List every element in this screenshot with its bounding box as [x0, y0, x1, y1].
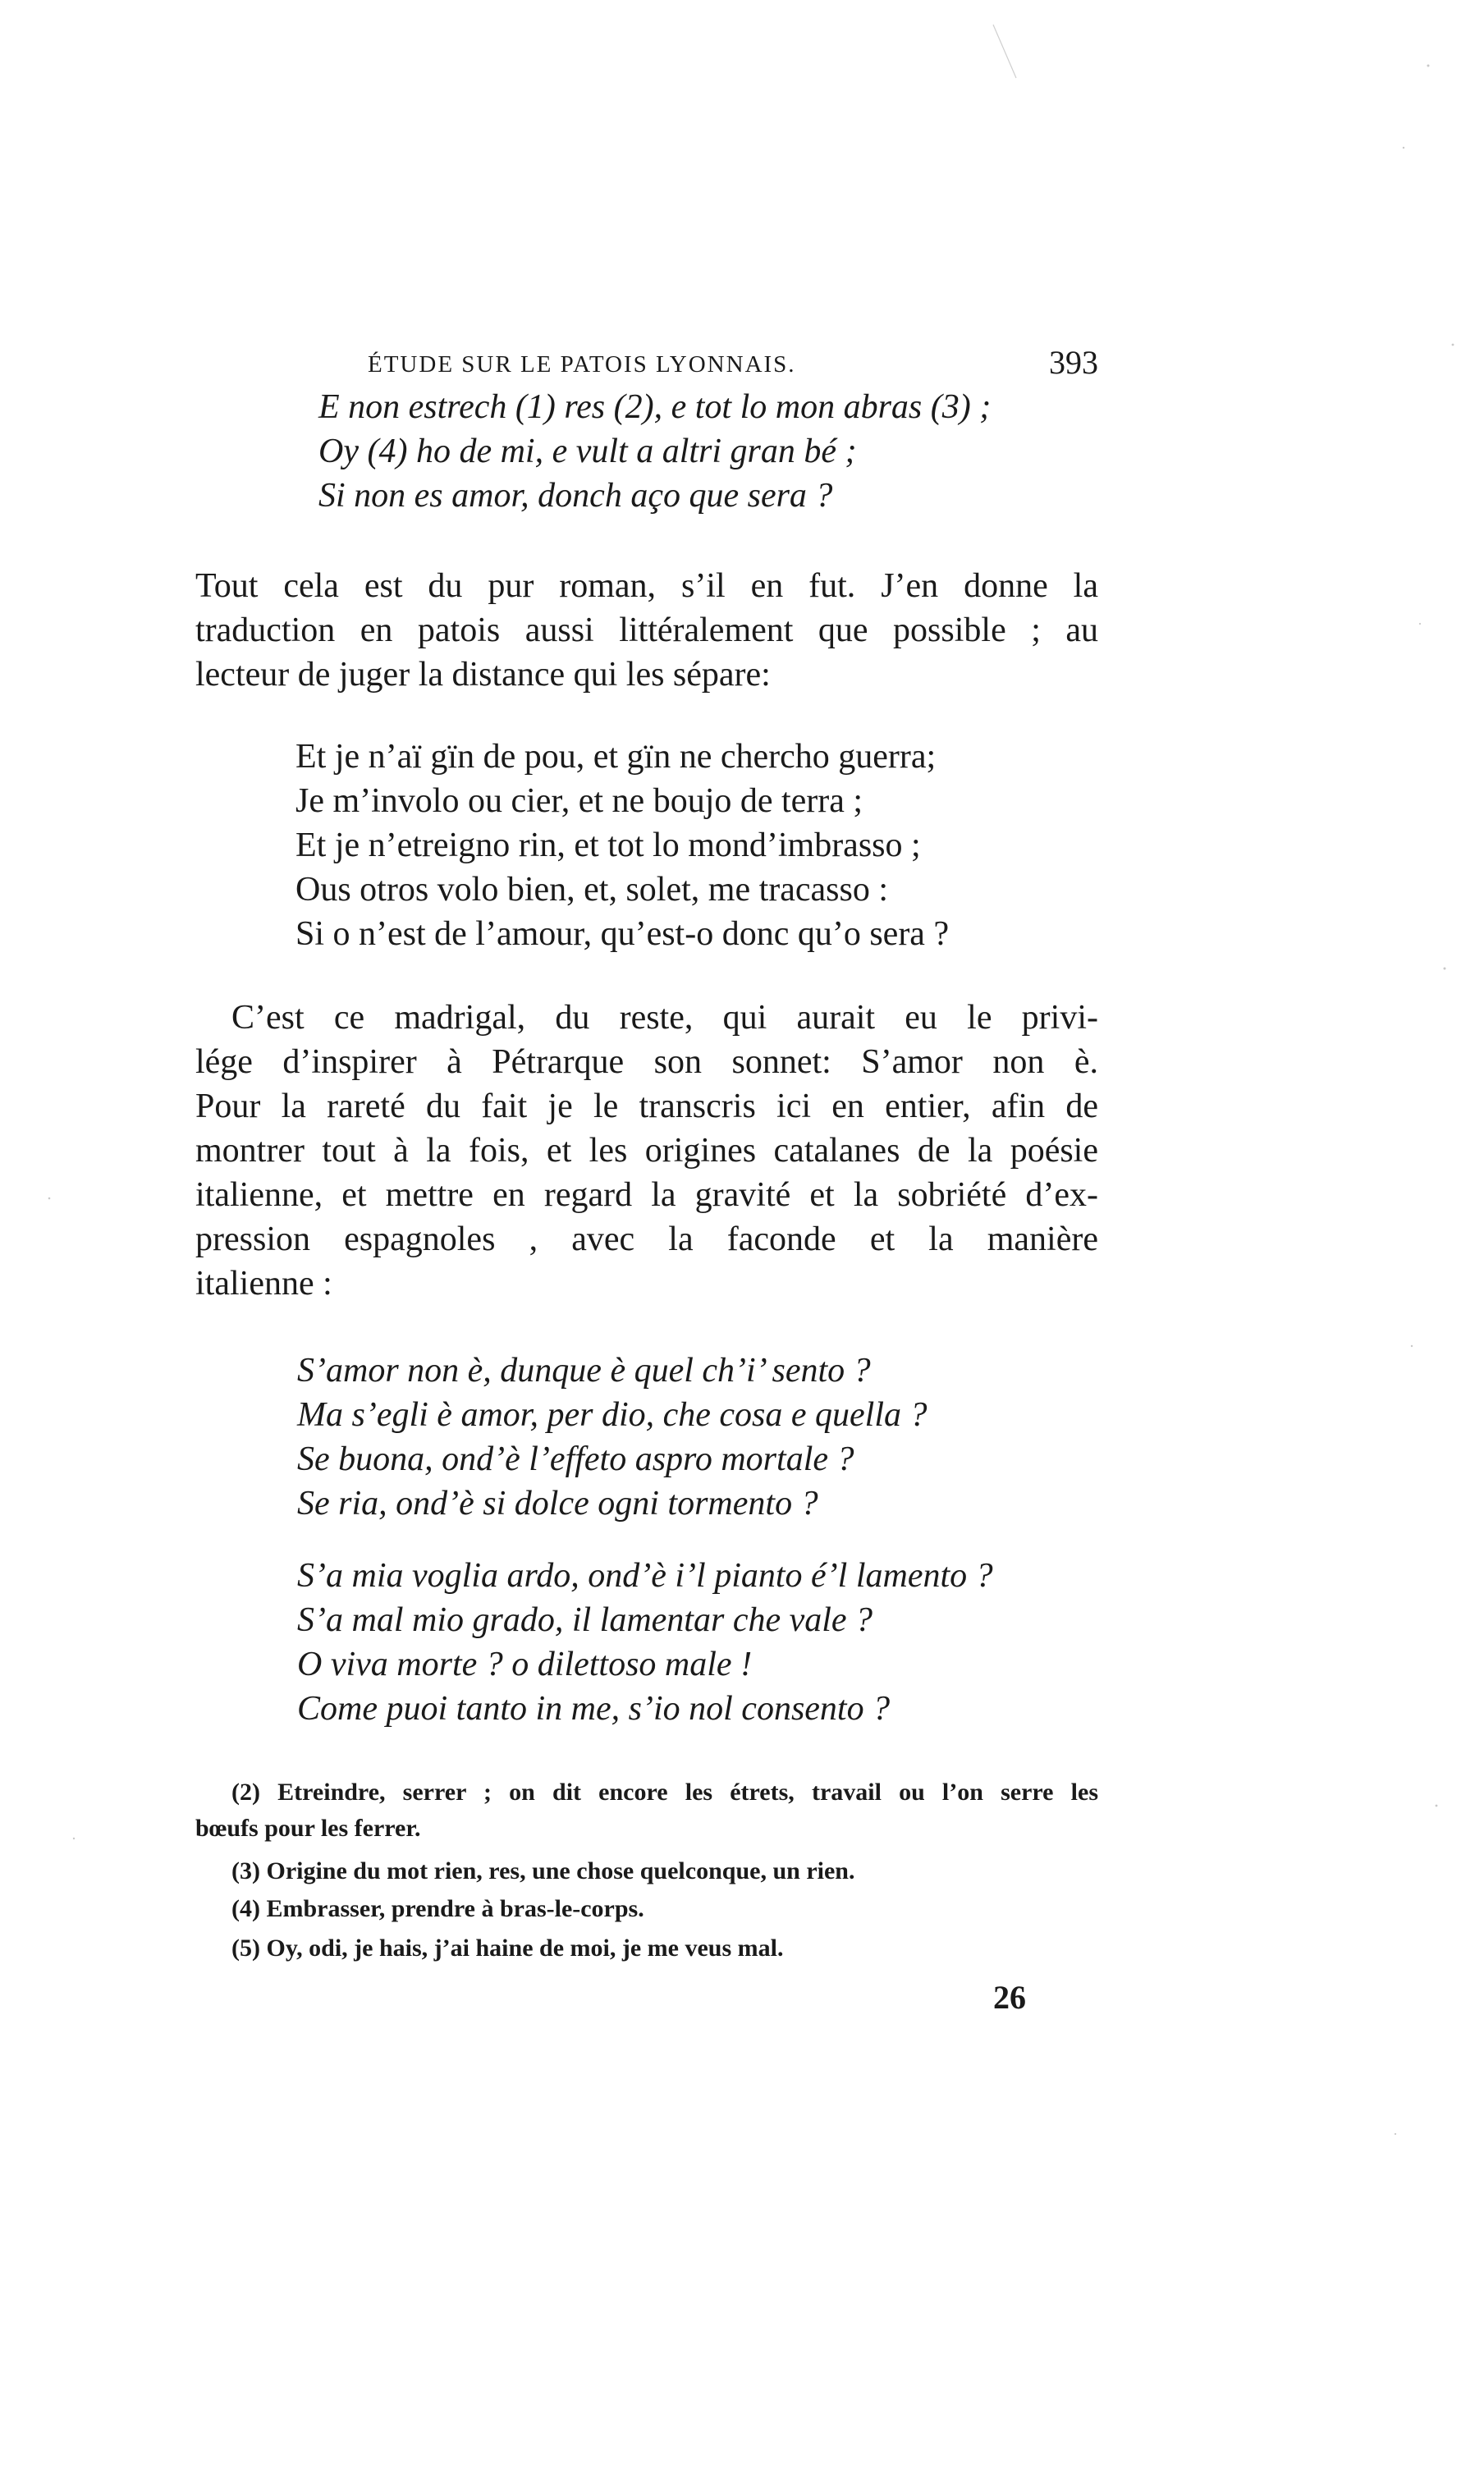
- verse-line: E non estrech (1) res (2), e tot lo mon abras (3) ;: [318, 388, 992, 426]
- paragraph-line: traduction en patois aussi littéralement que possible ; au: [195, 611, 1098, 649]
- footnote: (4) Embrasser, prendre à bras-le-corps.: [231, 1895, 644, 1922]
- verse-line: Je m’involo ou cier, et ne boujo de terra ;: [295, 782, 863, 820]
- footnote: (2) Etreindre, serrer ; on dit encore les étrets, travail ou l’on serre les: [231, 1779, 1098, 1806]
- verse-line: O viva morte ? o dilettoso male !: [297, 1646, 753, 1683]
- paragraph-line: italienne :: [195, 1265, 332, 1303]
- running-title: ÉTUDE SUR LE PATOIS LYONNAIS.: [368, 351, 796, 378]
- verse-line: Si non es amor, donch aço que sera ?: [318, 477, 833, 515]
- footnote: bœufs pour les ferrer.: [195, 1815, 421, 1842]
- page-header: [195, 343, 1098, 392]
- footnote: (5) Oy, odi, je hais, j’ai haine de moi, je me veus mal.: [231, 1935, 784, 1962]
- paragraph-line: italienne, et mettre en regard la gravité et la sobriété d’ex-: [195, 1176, 1098, 1214]
- verse-line: Ous otros volo bien, et, solet, me tracasso :: [295, 871, 889, 909]
- verse-line: S’a mia voglia ardo, ond’è i’l pianto é’l lamento ?: [297, 1557, 993, 1595]
- paragraph-line: Pour la rareté du fait je le transcris ici en entier, afin de: [195, 1088, 1098, 1125]
- verse-line: Si o n’est de l’amour, qu’est-o donc qu’o sera ?: [295, 915, 950, 953]
- paragraph-line: pression espagnoles , avec la faconde et la manière: [195, 1220, 1098, 1258]
- page-number: 393: [1049, 344, 1098, 381]
- footnote: (3) Origine du mot rien, res, une chose quelconque, un rien.: [231, 1857, 855, 1884]
- paragraph-line: montrer tout à la fois, et les origines catalanes de la poésie: [195, 1132, 1098, 1170]
- paragraph-line: lecteur de juger la distance qui les sépare:: [195, 656, 771, 694]
- verse-line: Se buona, ond’è l’effeto aspro mortale ?: [297, 1440, 854, 1478]
- verse-line: Se ria, ond’è si dolce ogni tormento ?: [297, 1485, 818, 1523]
- paragraph-line: lége d’inspirer à Pétrarque son sonnet: S’amor non è.: [195, 1043, 1098, 1081]
- verse-line: Et je n’aï gïn de pou, et gïn ne chercho guerra;: [295, 738, 937, 776]
- verse-line: Et je n’etreigno rin, et tot lo mond’imbrasso ;: [295, 827, 921, 864]
- verse-line: S’amor non è, dunque è quel ch’i’ sento ?: [297, 1352, 871, 1390]
- verse-line: Come puoi tanto in me, s’io nol consento ?: [297, 1690, 891, 1728]
- verse-line: Oy (4) ho de mi, e vult a altri gran bé ;: [318, 433, 857, 470]
- verse-line: S’a mal mio grado, il lamentar che vale ?: [297, 1601, 873, 1639]
- paragraph-line: C’est ce madrigal, du reste, qui aurait eu le privi-: [231, 999, 1098, 1037]
- verse-line: Ma s’egli è amor, per dio, che cosa e quella ?: [297, 1396, 928, 1434]
- signature-mark: 26: [993, 1979, 1026, 2016]
- paragraph-line: Tout cela est du pur roman, s’il en fut. J’en donne la: [195, 567, 1098, 605]
